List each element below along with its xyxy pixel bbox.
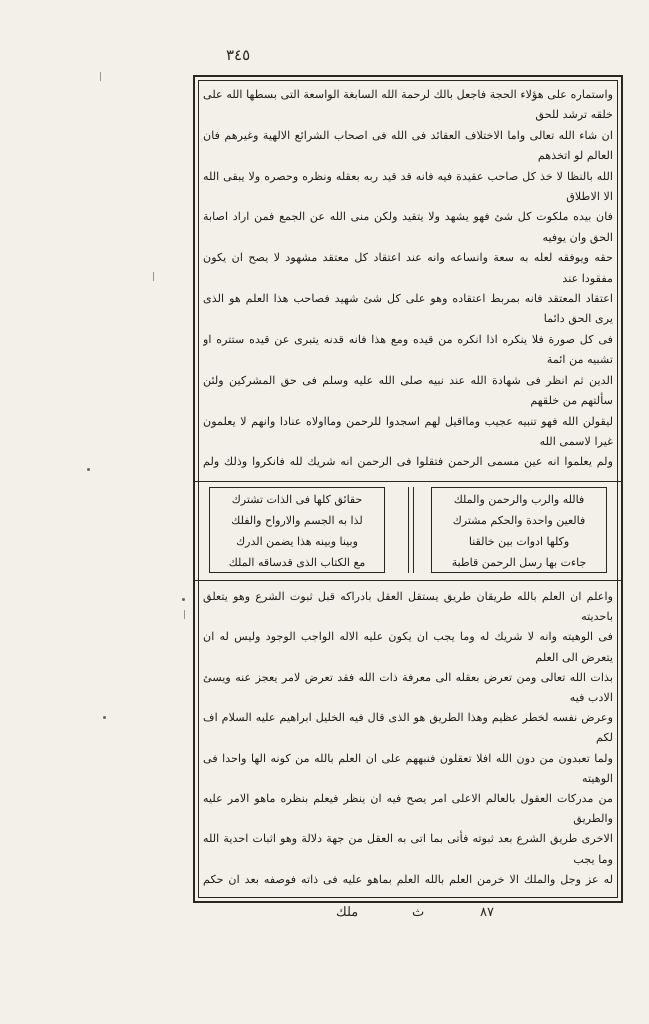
margin-speck xyxy=(103,716,106,719)
text-line: ولم يعلموا انه عين مسمى الرحمن فتقلوا فى الرحمن انه شريك لله فانكروا وذلك ولم xyxy=(203,455,613,469)
text-line: واستماره على هؤلاء الحجة فاجعل بالك لرحمة الله السابغة الواسعة التى بسطها الله على خلقه ترشد للحق xyxy=(203,88,613,122)
margin-speck xyxy=(182,598,185,601)
margin-speck xyxy=(87,468,90,471)
text-line: ان شاء الله تعالى واما الاختلاف العقائد فى الله فى اصحاب الشرائع الالهية وغيرهم فان العالم لو اتخذهم xyxy=(203,128,613,163)
text-line: الله بالنظا لا خذ كل صاحب عقيدة فيه فانه قد قيد ربه بعقله ونظره وحصره ولا يبقى الله الا الاطلاق xyxy=(203,169,613,204)
text-line: له عز وجل والملك الا خرمن العلم بالله العلم بماهو عليه فى ذاته فوصفه بعد ان حكم xyxy=(203,872,613,886)
verse-line: لذا به الجسم والارواح والفلك xyxy=(231,514,363,527)
text-line: ولما تعبدون من دون الله افلا تعقلون فنبههم على ان العلم بالله من كونه الها واحدا فى الوهيته xyxy=(203,751,613,785)
footer-mark-right: ٨٧ xyxy=(480,905,494,920)
margin-stroke xyxy=(100,72,101,81)
text-line: فان بيده ملكوت كل شئ فهو يشهد ولا يتقيد ولكن منى الله عن الجمع فمن اراد اصابة الحق وان يوفيه xyxy=(203,210,613,244)
verse-line: مع الكتاب الذى قدساقه الملك xyxy=(228,556,366,569)
verse-line: وبينا وبينه هذا يضمن الدرك xyxy=(236,535,358,548)
verse-column-divider xyxy=(408,487,414,573)
footer-mark-left: ملك xyxy=(336,905,359,920)
text-line: الاخرى طريق الشرع بعد ثبوته فأتى بما اتى به العقل من جهة دلالة وهو اثبات احدية الله وما يجب xyxy=(203,832,613,866)
footer-mark-middle: ث xyxy=(412,905,425,920)
divider-top xyxy=(195,481,621,482)
main-text-block xyxy=(203,85,613,477)
verse-column-right xyxy=(431,487,607,573)
verse-column-left xyxy=(209,487,385,573)
text-line: فى كل صورة فلا ينكره اذا انكره من قيده ومع هذا فانه قدنه يتبرى عن قيده ستتره او تشبيه من ائمة xyxy=(203,332,613,367)
page-number: ٣٤٥ xyxy=(226,46,251,64)
verse-line: جاءت بها رسل الرحمن قاطبة xyxy=(451,556,587,569)
divider-bottom xyxy=(195,580,621,581)
text-frame xyxy=(193,75,623,903)
margin-stroke xyxy=(184,610,185,619)
second-text-block xyxy=(203,587,613,892)
verse-line: فالعين واحدة والحكم مشترك xyxy=(452,514,586,527)
text-line: وعرض نفسه لخطر عظيم وهذا الطريق هو الذى قال فيه الخليل ابراهيم عليه السلام اف لكم xyxy=(203,711,613,745)
text-line: فى الوهيته وانه لا شريك له وما يجب ان يكون عليه الاله الواجب الوجود وليس له ان يتعرض الى العلم xyxy=(203,630,613,664)
text-line: حقه ويوفقه لعله به سعة وانساعه وانه عند اعتقاد كل معتقد مشهود لا يصح ان يكون مفقودا عند xyxy=(203,251,613,285)
text-line: واعلم ان العلم بالله طريقان طريق يستقل العقل بادراكه قبل ثبوت الشرع وهو يتعلق باحديته xyxy=(203,590,613,624)
verse-line: حقائق كلها فى الذات تشترك xyxy=(231,493,363,506)
verse-table xyxy=(209,487,607,573)
verse-line: فالله والرب والرحمن والملك xyxy=(453,493,585,506)
text-line: اعتقاد المعتقد فانه بمربط اعتقاده وهو على كل شئ شهيد فصاحب هذا العلم هو الذى يرى الحق دائما xyxy=(203,292,613,326)
text-line: الدين ثم انظر فى شهادة الله عند نبيه صلى الله عليه وسلم فى حق المشركين ولئن سألتهم من خلقهم xyxy=(203,373,613,408)
text-line: بذات الله تعالى ومن تعرض بعقله الى معرفة ذات الله فقد تعرض لامر يعجز عنه ويسئ الادب فيه xyxy=(203,670,613,705)
margin-stroke xyxy=(153,272,154,281)
text-line: من مدركات العقول بالعالم الاعلى امر يصح فيه ان ينظر فيعلم بنظره ماهو الامر عليه والطريق xyxy=(203,792,613,826)
verse-line: وكلها ادوات بين خالقنا xyxy=(468,535,570,548)
text-line: ليقولن الله فهو تنبيه عجيب ومااقيل لهم اسجدوا للرحمن ومااولاه عنادا وانهم لا يعلمون غيرا لاسمى الله xyxy=(203,414,613,448)
